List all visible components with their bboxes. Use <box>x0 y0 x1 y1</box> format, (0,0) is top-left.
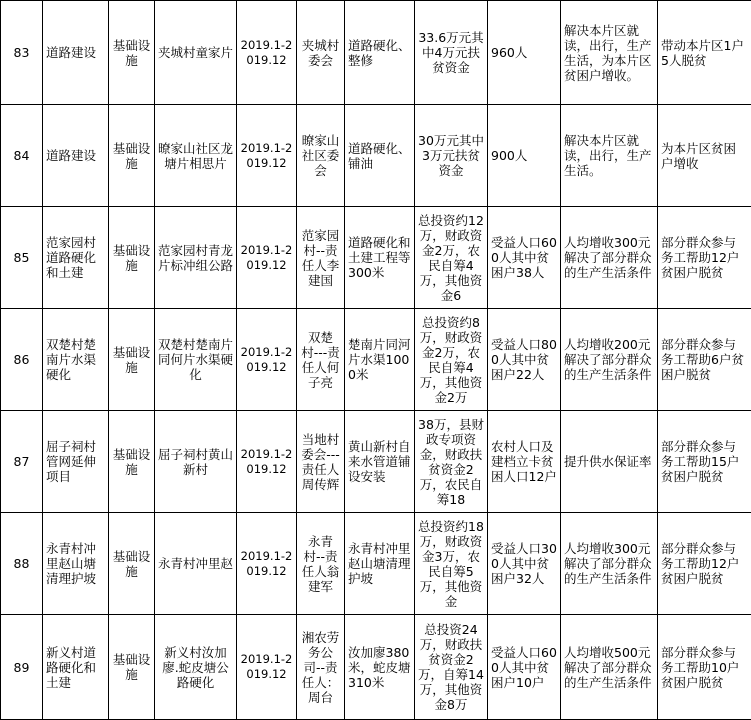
beneficiaries: 受益人口300人其中贫困户32人 <box>488 513 561 615</box>
table-row <box>1 1 751 105</box>
project-category: 基础设施 <box>109 105 155 207</box>
fund-source: 38万，县财政专项资金，财政扶贫资金2万，农民自筹18 <box>415 411 488 513</box>
project-location: 夹城村童家片 <box>155 1 237 105</box>
responsible-party: 当地村委会---责任人周传辉 <box>297 411 345 513</box>
project-location: 永青村冲里赵 <box>155 513 237 615</box>
fund-source: 33.6万元其中4万元扶贫资金 <box>415 1 488 105</box>
benefit-description: 人均增收500元解决了部分群众的生产生活条件 <box>561 615 658 720</box>
project-name: 双楚村楚南片水渠硬化 <box>43 309 109 411</box>
responsible-party: 夹城村委会 <box>297 1 345 105</box>
project-location: 新义村汝加廖.蛇皮塘公路硬化 <box>155 615 237 720</box>
table-row <box>1 105 751 207</box>
project-name: 范家园村道路硬化和土建 <box>43 207 109 309</box>
responsible-party: 双楚村---责任人何子亮 <box>297 309 345 411</box>
project-category: 基础设施 <box>109 615 155 720</box>
project-period: 2019.1-2019.12 <box>237 615 297 720</box>
fund-source: 30万元其中3万元扶贫资金 <box>415 105 488 207</box>
project-name: 永青村冲里赵山塘清理护坡 <box>43 513 109 615</box>
construction-content: 黄山新村自来水管道铺设安装 <box>345 411 415 513</box>
benefit-description: 人均增收300元解决了部分群众的生产生活条件 <box>561 207 658 309</box>
table-row <box>1 207 751 309</box>
table-row <box>1 615 751 720</box>
project-period: 2019.1-2019.12 <box>237 411 297 513</box>
project-period: 2019.1-2019.12 <box>237 207 297 309</box>
poverty-mechanism: 部分群众参与务工帮助10户贫困户脱贫 <box>658 615 751 720</box>
row-number: 86 <box>1 309 43 411</box>
row-number: 87 <box>1 411 43 513</box>
benefit-description: 解决本片区就读，出行，生产生活，为本片区贫困户增收。 <box>561 1 658 105</box>
table-row <box>1 513 751 615</box>
row-number: 88 <box>1 513 43 615</box>
project-category: 基础设施 <box>109 411 155 513</box>
beneficiaries: 受益人口600人其中贫困户38人 <box>488 207 561 309</box>
project-category: 基础设施 <box>109 513 155 615</box>
fund-source: 总投资约12万，财政资金2万，农民自筹4万，其他资金6 <box>415 207 488 309</box>
project-name: 屈子祠村管网延伸项目 <box>43 411 109 513</box>
construction-content: 道路硬化、铺油 <box>345 105 415 207</box>
fund-source: 总投资约18万，财政资金3万，农民自筹5万，其他资金 <box>415 513 488 615</box>
project-category: 基础设施 <box>109 309 155 411</box>
poverty-mechanism: 部分群众参与务工帮助15户贫困户脱贫 <box>658 411 751 513</box>
beneficiaries: 农村人口及建档立卡贫困人口12户 <box>488 411 561 513</box>
project-location: 双楚村楚南片同何片水渠硬化 <box>155 309 237 411</box>
poverty-mechanism: 为本片区贫困户增收 <box>658 105 751 207</box>
project-location: 范家园村青龙片标冲组公路 <box>155 207 237 309</box>
project-location: 屈子祠村黄山新村 <box>155 411 237 513</box>
project-category: 基础设施 <box>109 1 155 105</box>
construction-content: 汝加廖380米，蛇皮塘310米 <box>345 615 415 720</box>
row-number: 85 <box>1 207 43 309</box>
benefit-description: 提升供水保证率 <box>561 411 658 513</box>
project-name: 新义村道路硬化和土建 <box>43 615 109 720</box>
construction-content: 道路硬化和土建工程等300米 <box>345 207 415 309</box>
construction-content: 道路硬化、整修 <box>345 1 415 105</box>
project-period: 2019.1-2019.12 <box>237 513 297 615</box>
benefit-description: 人均增收200元解决了部分群众的生产生活条件 <box>561 309 658 411</box>
construction-content: 楚南片同河片水渠1000米 <box>345 309 415 411</box>
project-name: 道路建设 <box>43 105 109 207</box>
benefit-description: 解决本片区就读，出行，生产生活。 <box>561 105 658 207</box>
row-number: 89 <box>1 615 43 720</box>
beneficiaries: 受益人口600人其中贫困户10户 <box>488 615 561 720</box>
table-row <box>1 309 751 411</box>
project-location: 暸家山社区龙塘片相思片 <box>155 105 237 207</box>
responsible-party: 永青村--责任人翁建军 <box>297 513 345 615</box>
fund-source: 总投资24万，财政扶贫资金2万，自筹14万，其他资金8万 <box>415 615 488 720</box>
poverty-mechanism: 带动本片区1户5人脱贫 <box>658 1 751 105</box>
construction-content: 永青村冲里赵山塘清理护坡 <box>345 513 415 615</box>
project-period: 2019.1-2019.12 <box>237 1 297 105</box>
row-number: 84 <box>1 105 43 207</box>
table-row <box>1 411 751 513</box>
responsible-party: 湘农劳务公司--责任人：周台 <box>297 615 345 720</box>
project-category: 基础设施 <box>109 207 155 309</box>
responsible-party: 范家园 村--责任人李建国 <box>297 207 345 309</box>
project-name: 道路建设 <box>43 1 109 105</box>
poverty-mechanism: 部分群众参与务工帮助12户贫困户脱贫 <box>658 513 751 615</box>
beneficiaries: 900人 <box>488 105 561 207</box>
benefit-description: 人均增收300元解决了部分群众的生产生活条件 <box>561 513 658 615</box>
project-period: 2019.1-2019.12 <box>237 309 297 411</box>
beneficiaries: 960人 <box>488 1 561 105</box>
fund-source: 总投资约8万，财政资金2万，农民自筹4万，其他资金2万 <box>415 309 488 411</box>
beneficiaries: 受益人口800人其中贫困户22人 <box>488 309 561 411</box>
poverty-mechanism: 部分群众参与务工帮助6户贫困户脱贫 <box>658 309 751 411</box>
responsible-party: 暸家山社区委会 <box>297 105 345 207</box>
project-period: 2019.1-2019.12 <box>237 105 297 207</box>
poverty-mechanism: 部分群众参与务工帮助12户贫困户脱贫 <box>658 207 751 309</box>
row-number: 83 <box>1 1 43 105</box>
